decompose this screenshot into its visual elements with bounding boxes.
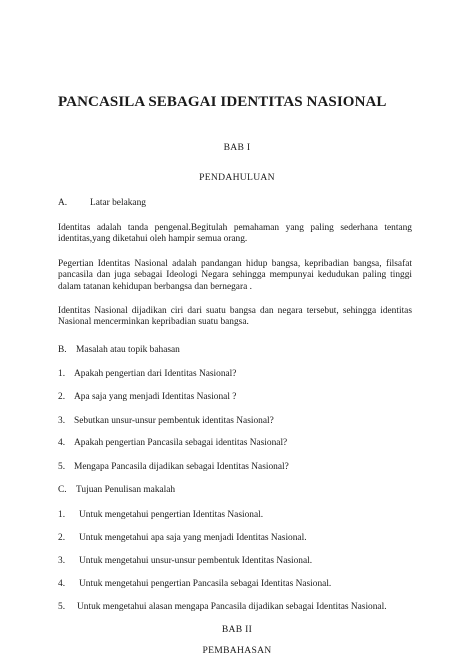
problem-number: 5. xyxy=(58,462,66,472)
goal-item: Untuk mengetahui pengertian Identitas Nasional. xyxy=(79,510,264,520)
chapter-2-title: PEMBAHASAN xyxy=(202,645,272,656)
problem-item: Apakah pengertian Pancasila sebagai identitas Nasional? xyxy=(74,438,288,448)
problem-number: 4. xyxy=(58,438,66,448)
goal-item: Untuk mengetahui unsur-unsur pembentuk Identitas Nasional. xyxy=(79,556,313,566)
problem-item: Apakah pengertian dari Identitas Nasional? xyxy=(74,369,237,379)
chapter-1-label: BAB I xyxy=(223,142,251,153)
paragraph-1: Identitas adalah tanda pengenal.Begitulah pemahaman yang paling sederhana tentang identitas,yang diketahui oleh hampir semua orang. xyxy=(58,223,412,245)
paragraph-2: Pegertian Identitas Nasional adalah pandangan hidup bangsa, kepribadian bangsa, filsafat pancasila dan juga sebagai Ideologi Negara sehingga mempunyai kedudukan paling tinggi dalam tatanan kehidupan berbangsa dan bernegara . xyxy=(58,259,412,292)
document-title: PANCASILA SEBAGAI IDENTITAS NASIONAL xyxy=(58,94,387,110)
goal-number: 2. xyxy=(58,533,66,543)
goal-number: 1. xyxy=(58,510,66,520)
section-a-heading: Latar belakang xyxy=(90,198,146,208)
problem-item: Apa saja yang menjadi Identitas Nasional ? xyxy=(74,392,237,402)
goal-number: 4. xyxy=(58,579,66,589)
goal-item: Untuk mengetahui alasan mengapa Pancasila dijadikan sebagai Identitas Nasional. xyxy=(77,602,387,612)
problem-number: 2. xyxy=(58,392,66,402)
section-b-marker: B. xyxy=(58,345,67,355)
section-a-marker: A. xyxy=(58,198,68,208)
section-c-marker: C. xyxy=(58,485,67,495)
problem-number: 3. xyxy=(58,416,66,426)
problem-number: 1. xyxy=(58,369,66,379)
chapter-1-title: PENDAHULUAN xyxy=(199,172,275,183)
goal-item: Untuk mengetahui apa saja yang menjadi Identitas Nasional. xyxy=(79,533,307,543)
goal-number: 5. xyxy=(58,602,66,612)
goal-number: 3. xyxy=(58,556,66,566)
chapter-2-label: BAB II xyxy=(221,624,253,635)
problem-item: Sebutkan unsur-unsur pembentuk identitas Nasional? xyxy=(74,416,274,426)
section-b-heading: Masalah atau topik bahasan xyxy=(76,345,180,355)
section-c-heading: Tujuan Penulisan makalah xyxy=(76,485,176,495)
problem-item: Mengapa Pancasila dijadikan sebagai Identitas Nasional? xyxy=(74,462,289,472)
paragraph-3: Identitas Nasional dijadikan ciri dari suatu bangsa dan negara tersebut, sehingga identitas Nasional mencerminkan kepribadian suatu bangsa. xyxy=(58,306,412,328)
goal-item: Untuk mengetahui pengertian Pancasila sebagai Identitas Nasional. xyxy=(79,579,332,589)
